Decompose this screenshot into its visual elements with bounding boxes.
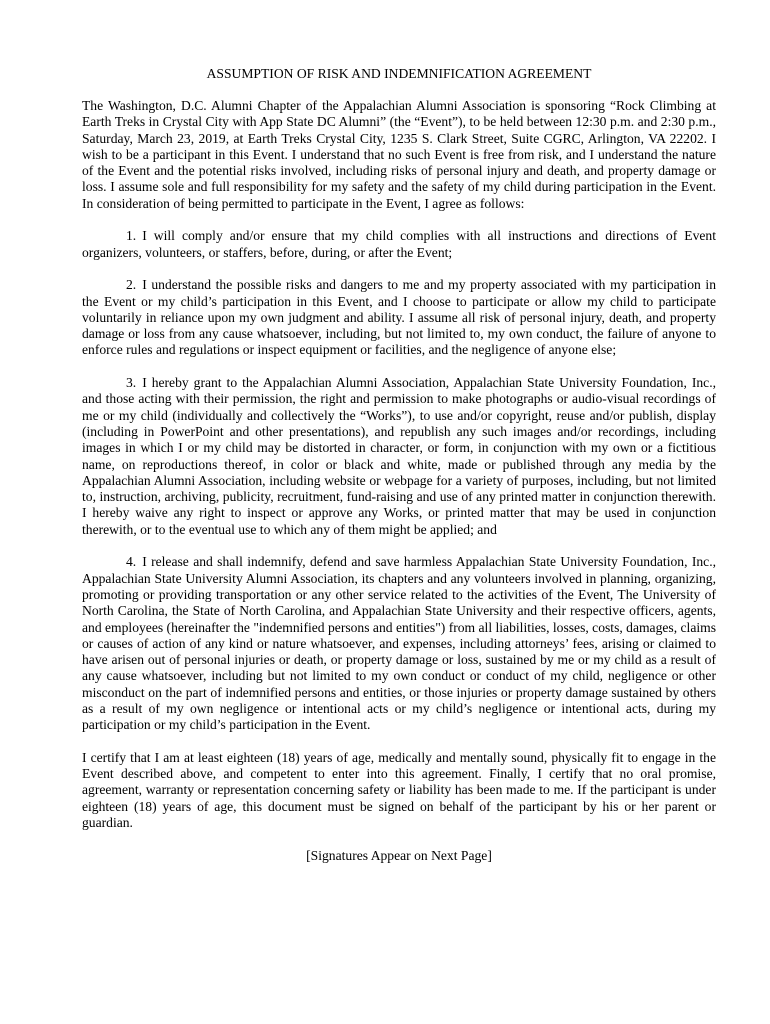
clause-number: 2. [126,277,137,293]
clause-text: I release and shall indemnify, defend and save harmless Appalachian State University Foundation, Inc., Appalachian State University Alumni Association, its chapters and any volunteers involved in planning, organizing, promoting or providing transportation or any other service related to the activities of the Event, The University of North Carolina, the State of North Carolina, and Appalachian State University and their respective officers, agents, and employees (hereinafter the "indemnified persons and entities") from all liabilities, losses, costs, damages, claims or causes of action of any kind or nature whatsoever, and expenses, including attorneys’ fees, arising or claimed to have arisen out of personal injuries or death, or property damage or loss, sustained by me or my child as a result of any cause whatsoever, including but not limited to my own conduct or conduct of my child, negligence or other misconduct on the part of indemnified persons and entities, or those injuries or property damage sustained by others as a result of my own negligence or intentional acts or my child’s negligence or intentional acts, during my participation or my child’s participation in the Event. [82,554,716,733]
clause-2 [82,277,716,358]
document-title: ASSUMPTION OF RISK AND INDEMNIFICATION AGREEMENT [206,66,592,81]
clause-1 [82,228,716,261]
clause-number: 4. [126,554,137,570]
certification-paragraph: I certify that I am at least eighteen (18) years of age, medically and mentally sound, physically fit to engage in the Event described above, and competent to enter into this agreement. Finally, I certify that no oral promise, agreement, warranty or representation concerning safety or liability has been made to me. If the participant is under eighteen (18) years of age, this document must be signed on behalf of the participant by his or her parent or guardian. [82,749,716,831]
clause-text: I understand the possible risks and dangers to me and my property associated with my participation in the Event or my child’s participation in this Event, and I choose to participate or allow my child to participate voluntarily in reliance upon my own judgment and ability. I assume all risk of personal injury, death, and property damage or loss from any cause whatsoever, including, but not limited to, my own conduct, the failure of anyone to enforce rules and regulations or inspect equipment or facilities, and the negligence of anyone else; [82,277,716,358]
clause-number: 3. [126,375,137,391]
clause-text: I will comply and/or ensure that my child complies with all instructions and directions of Event organizers, volunteers, or staffers, before, during, or after the Event; [82,228,716,260]
signatures-note: [Signatures Appear on Next Page] [306,847,492,863]
clause-3 [82,375,716,538]
clause-number: 1. [126,228,137,244]
clause-text: I hereby grant to the Appalachian Alumni Association, Appalachian State University Foundation, Inc., and those acting with their permission, the right and permission to make photographs or audio-visual recordings of me or my child (individually and collectively the “Works”), to use and/or copyright, reuse and/or publish, display (including in PowerPoint and other presentations), and republish any such images and/or recordings, including images in which I or my child may be distorted in character, or form, in conjunction with my own or a fictitious name, on reproductions thereof, in color or black and white, made or published through any media by the Appalachian Alumni Association, including website or webpage for a variety of purposes, including, but not limited to, instruction, archiving, publicity, recruitment, fund-raising and use of any printed matter in conjunction therewith. I hereby waive any right to inspect or approve any Works, or printed matter that may be used in conjunction therewith, or to the eventual use to which any of them might be applied; and [82,375,716,537]
intro-paragraph: The Washington, D.C. Alumni Chapter of the Appalachian Alumni Association is sponsoring “Rock Climbing at Earth Treks in Crystal City with App State DC Alumni” (the “Event”), to be held between 12:30 p.m. and 2:30 p.m., Saturday, March 23, 2019, at Earth Treks Crystal City, 1235 S. Clark Street, Suite CGRC, Arlington, VA 22202. I wish to be a participant in this Event. I understand that no such Event is free from risk, and I understand the nature of the Event and the potential risks involved, including risks of personal injury and death, and property damage or loss. I assume sole and full responsibility for my safety and the safety of my child during participation in the Event. In consideration of being permitted to participate in the Event, I agree as follows: [82,98,716,211]
clause-4 [82,554,716,733]
